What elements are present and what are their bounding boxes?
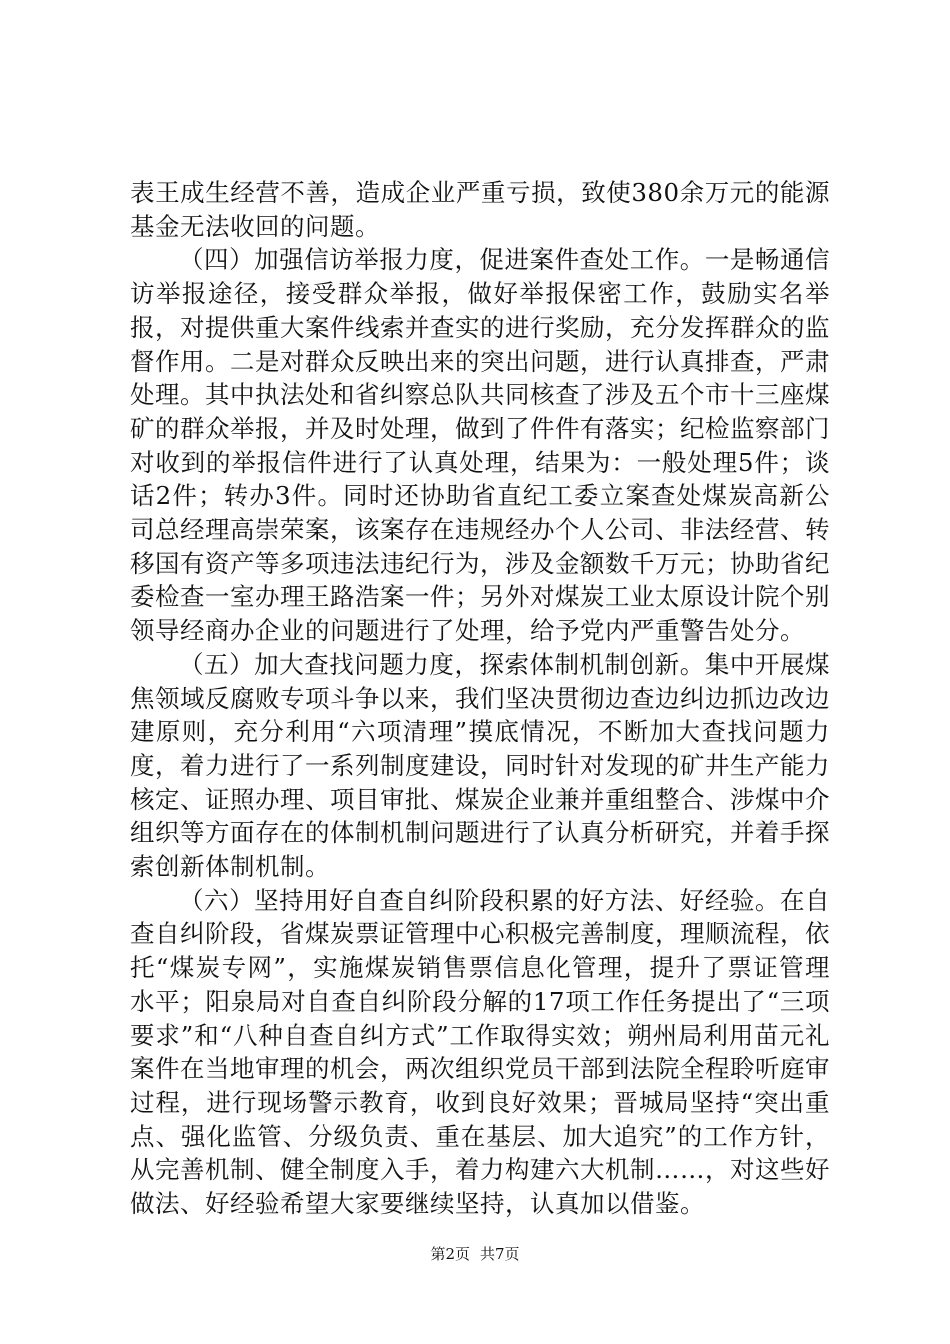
page-number: 第2页 — [430, 1245, 470, 1263]
paragraph-section-4: （四）加强信访举报力度，促进案件查处工作。一是畅通信访举报途径，接受群众举报，做好举报保密工作，鼓励实名举报，对提供重大案件线索并查实的进行奖励，充分发挥群众的监督作用。二是对群众反映出来的突出问题，进行认真排查，严肃处理。其中执法处和省纠察总队共同核查了涉及五个市十三座煤矿的群众举报，并及时处理，做到了件件有落实；纪检监察部门对收到的举报信件进行了认真处理，结果为：一般处理5件；谈话2件；转办3件。同时还协助省直纪工委立案查处煤炭高新公司总经理高崇荣案，该案存在违规经办个人公司、非法经营、转移国有资产等多项违法违纪行为，涉及金额数千万元；协助省纪委检查一室办理王路浩案一件；另外对煤炭工业太原设计院个别领导经商办企业的问题进行了处理，给予党内严重警告处分。 — [130, 245, 830, 646]
document-body — [130, 176, 830, 1221]
paragraph-continuation: 表王成生经营不善，造成企业严重亏损，致使380余万元的能源基金无法收回的问题。 — [130, 178, 830, 241]
paragraph-section-6: （六）坚持用好自查自纠阶段积累的好方法、好经验。在自查自纠阶段，省煤炭票证管理中心积极完善制度，理顺流程，依托“煤炭专网”，实施煤炭销售票信息化管理，提升了票证管理水平；阳泉局对自查自纠阶段分解的17项工作任务提出了“三项要求”和“八种自查自纠方式”工作取得实效；朔州局利用苗元礼案件在当地审理的机会，两次组织党员干部到法院全程聆听庭审过程，进行现场警示教育，收到良好效果；晋城局坚持“突出重点、强化监管、分级负责、重在基层、加大追究”的工作方针，从完善机制、健全制度入手，着力构建六大机制……，对这些好做法、好经验希望大家要继续坚持，认真加以借鉴。 — [130, 885, 830, 1219]
paragraph-section-5: （五）加大查找问题力度，探索体制机制创新。集中开展煤焦领域反腐败专项斗争以来，我们坚决贯彻边查边纠边抓边改边建原则，充分利用“六项清理”摸底情况，不断加大查找问题力度，着力进行了一系列制度建设，同时针对发现的矿井生产能力核定、证照办理、项目审批、煤炭企业兼并重组整合、涉煤中介组织等方面存在的体制机制问题进行了认真分析研究，并着手探索创新体制机制。 — [130, 649, 830, 882]
page-footer — [0, 1244, 950, 1264]
page-total: 共7页 — [480, 1245, 520, 1263]
